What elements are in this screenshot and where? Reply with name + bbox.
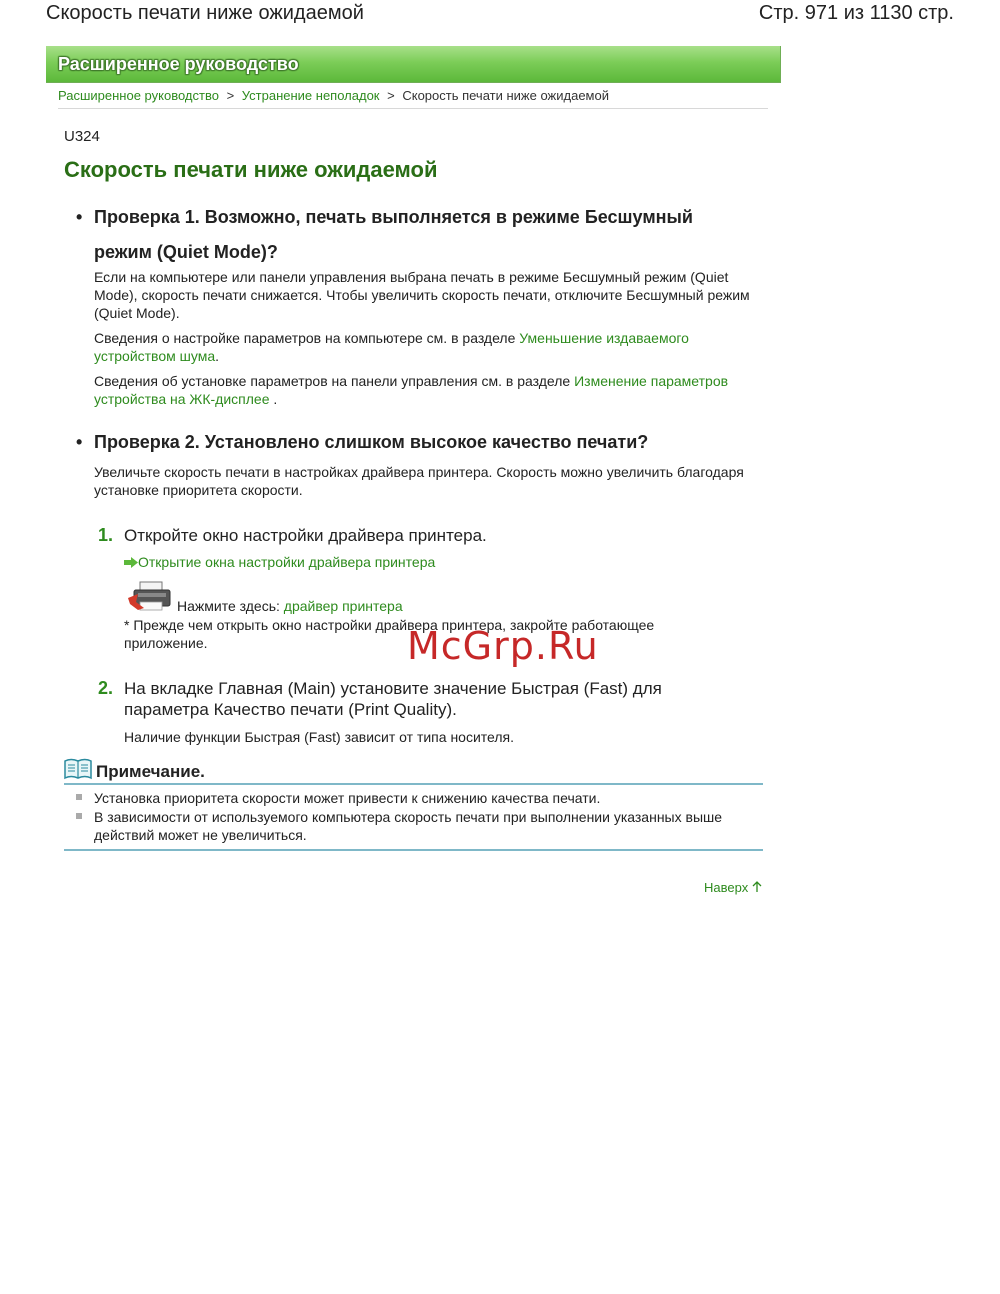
check2-paragraph: Увеличьте скорость печати в настройках драйвера принтера. Скорость можно увеличить благодаря установке приоритета скорости. xyxy=(94,464,744,498)
step1-number: 1. xyxy=(98,525,114,545)
list-bullet-icon xyxy=(76,813,82,819)
back-to-top[interactable] xyxy=(704,880,762,895)
page-header-title: Скорость печати ниже ожидаемой xyxy=(46,2,364,24)
step2-number: 2. xyxy=(98,678,114,698)
step2-subtext: Наличие функции Быстрая (Fast) зависит от типа носителя. xyxy=(124,729,514,745)
check1-title-line1: Проверка 1. Возможно, печать выполняется в режиме Бесшумный xyxy=(94,207,693,227)
breadcrumb-separator: > xyxy=(387,88,395,103)
step1-text: Откройте окно настройки драйвера принтера. xyxy=(124,526,487,545)
step1-footnote: * Прежде чем открыть окно настройки драйвера принтера, закройте работающее приложение. xyxy=(124,617,655,651)
back-to-top-link[interactable]: Наверх xyxy=(704,880,749,895)
step2-text: На вкладке Главная (Main) установите значение Быстрая (Fast) для параметра Качество печати (Print Quality). xyxy=(124,679,662,719)
note-header xyxy=(64,758,763,785)
section-banner xyxy=(46,46,781,83)
check1-computer-settings xyxy=(94,329,754,365)
check1-panel-settings xyxy=(94,372,754,408)
arrow-up-icon xyxy=(752,881,762,893)
page-number: Стр. 971 из 1130 стр. xyxy=(758,2,954,24)
green-arrow-icon xyxy=(124,557,138,568)
banner-title: Расширенное руководство xyxy=(58,54,299,74)
click-here-label: Нажмите здесь: xyxy=(177,598,284,614)
note-title: Примечание. xyxy=(96,762,205,781)
note-item: Установка приоритета скорости может привести к снижению качества печати. xyxy=(94,790,601,806)
breadcrumb-separator: > xyxy=(226,88,235,103)
breadcrumb-link-guide[interactable]: Расширенное руководство xyxy=(58,88,219,103)
note-body xyxy=(64,787,763,851)
page-heading: Скорость печати ниже ожидаемой xyxy=(64,157,438,182)
check1-panel-text: Сведения об установке параметров на панели управления см. в разделе xyxy=(94,373,575,389)
breadcrumb-current: Скорость печати ниже ожидаемой xyxy=(402,88,609,103)
check1-paragraph: Если на компьютере или панели управления выбрана печать в режиме Бесшумный режим (Quiet Mode), скорость печати снижается. Чтобы увеличить скорость печати, отключите Бесшумный режим (Quiet Mode). xyxy=(94,269,750,321)
check1-panel-end: . xyxy=(269,391,278,407)
check1-computer-end: . xyxy=(215,348,220,364)
document-id: U324 xyxy=(64,128,100,145)
note-item: В зависимости от используемого компьютера скорость печати при выполнении указанных выше действий может не увеличиться. xyxy=(94,809,723,843)
lcd-settings-link[interactable]: Изменение параметров устройства на ЖК-дисплее xyxy=(94,373,729,407)
check1-computer-text: Сведения о настройке параметров на компьютере см. в разделе xyxy=(94,330,520,346)
click-here-row xyxy=(177,598,403,614)
breadcrumb-link-troubleshooting[interactable]: Устранение неполадок xyxy=(241,88,380,103)
breadcrumb xyxy=(58,88,768,109)
noise-reduction-link[interactable]: Уменьшение издаваемого устройством шума xyxy=(94,330,689,364)
open-driver-settings-link[interactable]: Открытие окна настройки драйвера принтера xyxy=(138,554,436,570)
check2-title: Проверка 2. Установлено слишком высокое качество печати? xyxy=(94,432,649,452)
bullet-icon: • xyxy=(76,207,83,227)
watermark: McGrp.Ru xyxy=(407,624,599,668)
printer-driver-link[interactable]: драйвер принтера xyxy=(283,598,403,614)
open-driver-settings-row[interactable] xyxy=(124,554,435,570)
check1-title-line2: режим (Quiet Mode)? xyxy=(94,242,278,262)
list-bullet-icon xyxy=(76,794,82,800)
printer-icon[interactable] xyxy=(126,578,174,612)
book-icon xyxy=(64,758,92,780)
bullet-icon: • xyxy=(76,432,83,452)
